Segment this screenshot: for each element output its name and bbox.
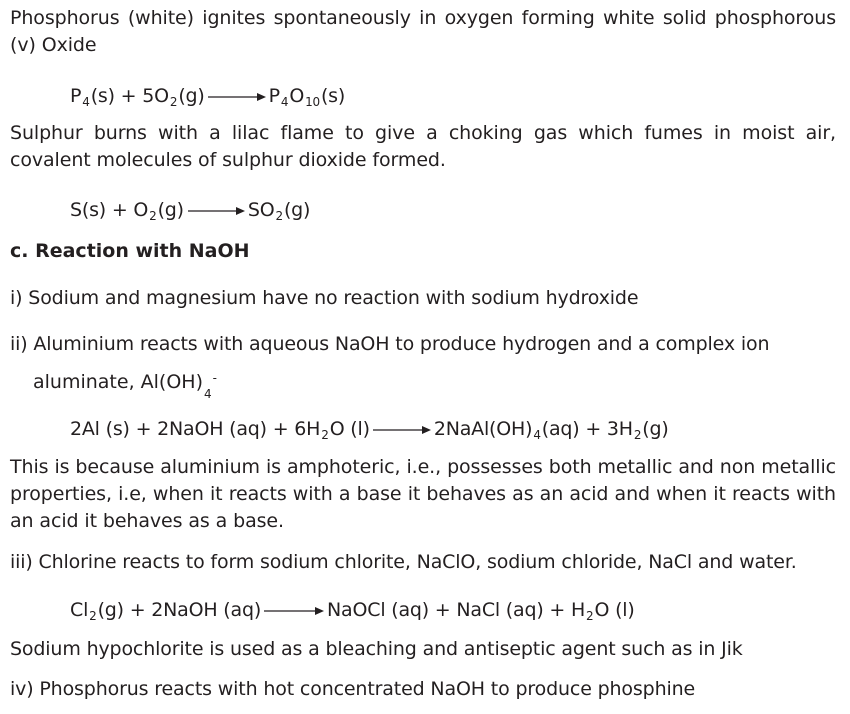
aluminate-text: aluminate, Al(OH) — [33, 371, 203, 393]
equation-sulphur-dioxide: S(s) + O $_2$ (g) SO $_2$ (g) — [70, 199, 311, 223]
reaction-arrow-icon — [186, 205, 246, 217]
equation-term: O — [289, 85, 305, 107]
equation-term: (g) — [642, 418, 669, 440]
superscript: - — [212, 371, 217, 385]
list-item-sodium-magnesium: i) Sodium and magnesium have no reaction with sodium hydroxide — [10, 287, 639, 309]
equation-term: SO — [247, 199, 275, 221]
equation-term: NaOCl (aq) + NaCl (aq) + H — [327, 599, 586, 621]
section-heading: c. Reaction with NaOH — [10, 240, 250, 262]
paragraph-amphoteric: This is because aluminium is amphoteric, i.e., possesses both metallic and non metallic properties, i.e, when it reacts with a base it behaves as an acid and when it reacts with an acid it behaves as a base. — [10, 456, 836, 532]
equation-term: (g) — [157, 199, 184, 221]
equation-term: (s) + 5O — [90, 85, 169, 107]
list-item-chlorine: iii) Chlorine reacts to form sodium chlorite, NaClO, sodium chloride, NaCl and water. — [10, 551, 797, 573]
equation-term: (aq) + 3H — [541, 418, 633, 440]
reaction-arrow-icon — [263, 605, 325, 617]
list-item-aluminium-continued — [33, 369, 217, 401]
equation-term: (g) + 2NaOH (aq) — [97, 599, 262, 621]
list-item-phosphorus-naoh: iv) Phosphorus reacts with hot concentrated NaOH to produce phosphine — [10, 678, 696, 700]
equation-term: S(s) + O — [70, 199, 149, 221]
list-item-aluminium: ii) Aluminium reacts with aqueous NaOH to produce hydrogen and a complex ion — [10, 333, 770, 355]
paragraph-sulphur: Sulphur burns with a lilac flame to give a choking gas which fumes in moist air, covalent molecules of sulphur dioxide formed. — [10, 122, 836, 171]
equation-term: Cl — [70, 599, 89, 621]
equation-aluminium-naoh: 2Al (s) + 2NaOH (aq) + 6H $_2$ O (l) 2NaAl(OH) $_4$ (aq) + 3H $_2$ (g) — [70, 418, 669, 442]
equation-term: 2Al (s) + 2NaOH (aq) + 6H — [70, 418, 321, 440]
paragraph-hypochlorite: Sodium hypochlorite is used as a bleaching and antiseptic agent such as in Jik — [10, 638, 743, 660]
equation-term: (g) — [283, 199, 311, 221]
reaction-arrow-icon — [207, 91, 267, 103]
equation-term: (g) — [178, 85, 205, 107]
equation-chlorine-naoh: Cl $_2$ (g) + 2NaOH (aq) NaOCl (aq) + NaCl (aq) + H $_2$ O (l) — [70, 599, 635, 623]
equation-term: (s) — [320, 85, 346, 107]
reaction-arrow-icon — [372, 424, 432, 436]
equation-term: O (l) — [594, 599, 635, 621]
equation-term: P — [70, 85, 82, 107]
equation-term: O (l) — [329, 418, 370, 440]
subscript: 4 — [204, 386, 212, 401]
equation-term: 2NaAl(OH) — [433, 418, 533, 440]
paragraph-phosphorus-oxygen: Phosphorus (white) ignites spontaneously in oxygen forming white solid phosphorous (v) Oxide — [10, 7, 836, 56]
equation-phosphorus-oxide: P $_4$ (s) + 5O $_2$ (g) P $_4$ O $_{10}$ (s) — [70, 85, 346, 109]
equation-term: P — [268, 85, 280, 107]
